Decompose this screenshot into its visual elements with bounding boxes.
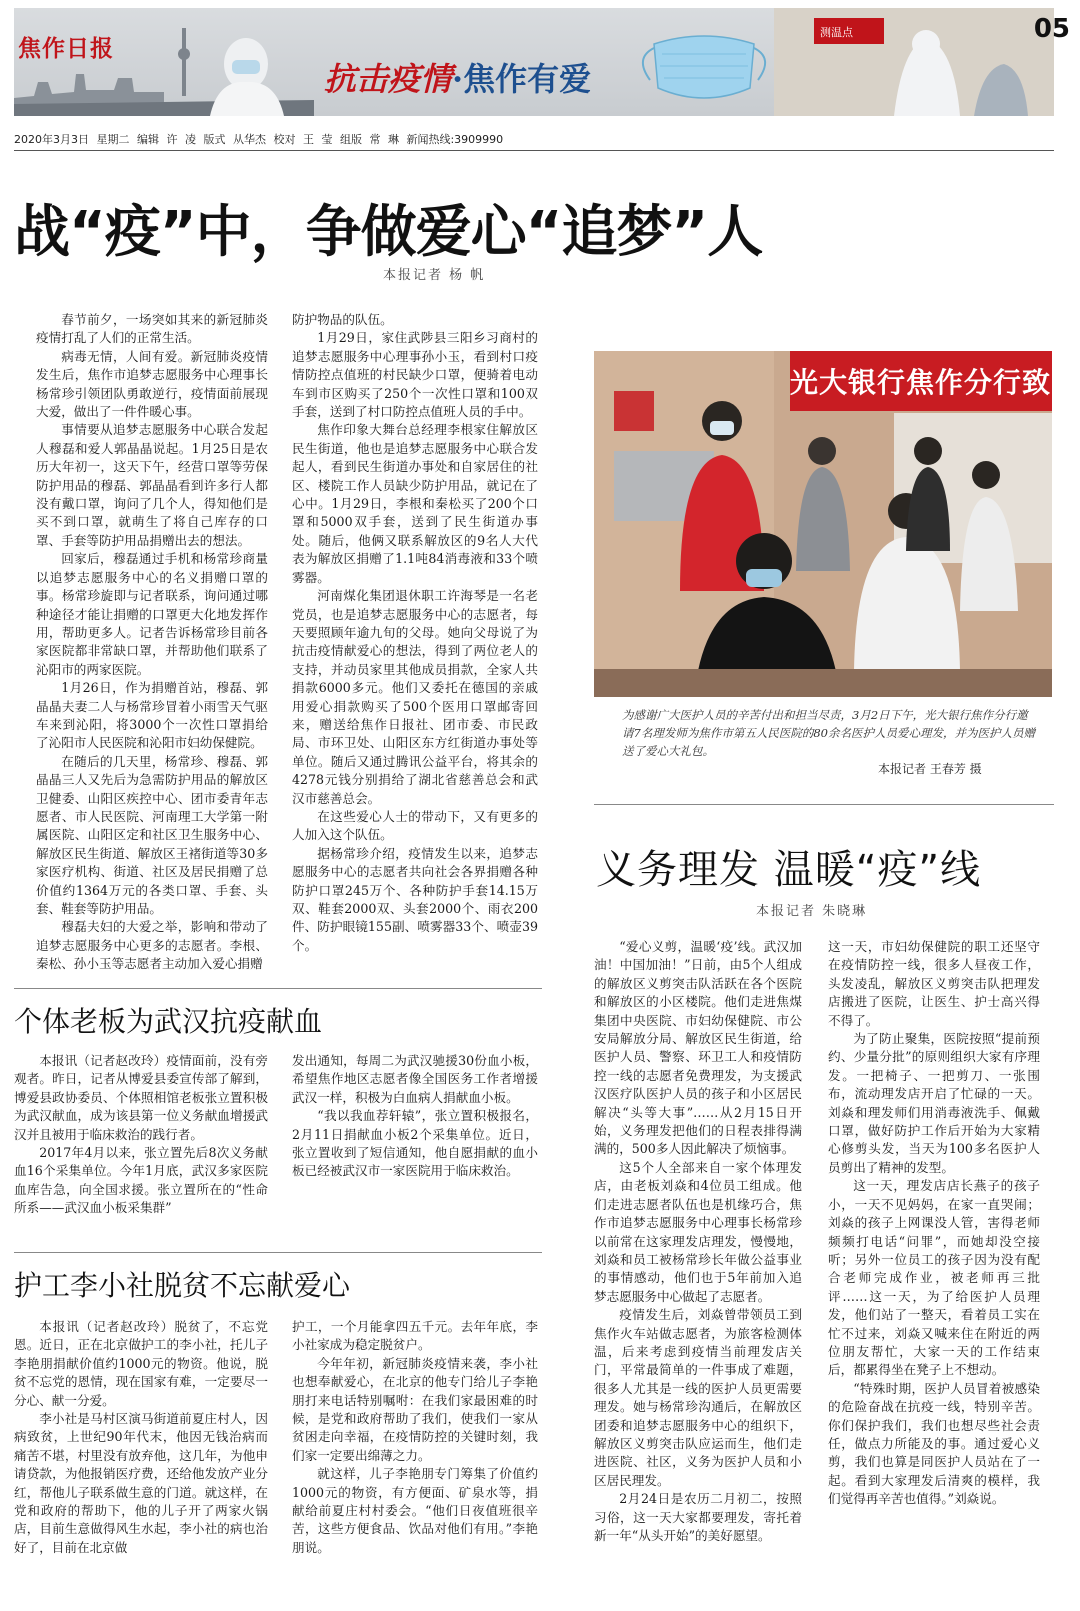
paragraph: 据杨常珍介绍，疫情发生以来，追梦志愿服务中心的志愿者共向社会各界捐赠各种防护口罩245万个、各种防护手套14.15万双、鞋套2000双、头套2000个、雨衣200件、防护眼镜155副、喷雾器33个、喷壶39个。 (292, 845, 538, 953)
paragraph: 回家后，穆磊通过手机和杨常珍商量以追梦志愿服务中心的名义捐赠口罩的事。杨常珍旋即与记者联系，询问通过哪种途径才能让捐赠的口罩更大化地发挥作用，帮助更多人。记者告诉杨常珍目前各家医院都非常缺口罩，并帮助他们联系了沁阳市的两家医院。 (36, 551, 268, 677)
paragraph: 穆磊夫妇的大爱之举，影响和带动了追梦志愿服务中心更多的志愿者。李根、秦松、孙小玉等志愿者主动加入爱心捐赠 (36, 919, 268, 972)
paragraph: 防护物品的队伍。 (292, 312, 393, 327)
paragraph: 在这些爱心人士的带动下，又有更多的人加入这个队伍。 (292, 808, 538, 843)
article4-byline: 本报记者 朱晓琳 (756, 904, 868, 919)
photo-caption: 为感谢广大医护人员的辛苦付出和担当尽责，3月2日下午，光大银行焦作分行邀请7名理发师为焦作市第五人民医院的80余名医护人员爱心理发，并为医护人员赠送了爱心大礼包。 (622, 708, 1035, 758)
article3-column-1 (14, 1318, 268, 1605)
photo-artwork (594, 351, 1052, 697)
article2-column-1 (14, 1052, 268, 1242)
article3-headline: 护工李小社脱贫不忘献爱心 (14, 1269, 351, 1302)
paragraph: 在随后的几天里，杨常珍、穆磊、郭晶晶三人又先后为急需防护用品的解放区卫健委、山阳区疾控中心、团市委青年志愿者、市人民医院、河南理工大学第一附属医院、山阳区定和社区卫生服务中心、解放区民生街道、解放区王褚街道等30多家医疗机构、街道、社区及居民捐赠了总价值约1364万元的各类口罩、手套、头套、鞋套等防护用品。 (36, 753, 268, 916)
brand-text: 焦作日报 (18, 35, 114, 62)
paragraph: 2017年4月以来，张立置先后8次义务献血16个采集单位。今年1月底，武汉多家医院血库告急，向全国求援。张立置所在的“性命所系——武汉血小板采集群” (14, 1145, 268, 1216)
paragraph: 疫情发生后，刘焱曾带领员工到焦作火车站做志愿者，为旅客检测体温，后来考虑到疫情当前理发店关门，平常最简单的一件事成了难题，很多人尤其是一线的医护人员更需要理发。她与杨常珍沟通后，在解放区团委和追梦志愿服务中心的组织下，解放区义剪突击队应运而生，他们走进医院、社区，义务为医护人员和小区居民理发。 (594, 1307, 802, 1488)
paragraph: 焦作印象大舞台总经理李根家住解放区民生街道，他也是追梦志愿服务中心联合发起人，看到民生街道办事处和自家居住的社区、楼院工作人员缺少防护用品，就记在了心中。1月29日，李根和秦松买了200个口罩和5000双手套，送到了民生街道办事处。随后，他俩又联系解放区的9名人大代表为解放区捐赠了1.1吨84消毒液和33个喷雾器。 (292, 422, 538, 585)
edition-meta-line: 2020年3月3日 星期二 编辑 许 凌 版式 从华杰 校对 王 莹 组版 常 琳 新闻热线:3909990 (14, 133, 504, 146)
paragraph: 护工，一个月能拿四五千元。去年年底，李小社家成为稳定脱贫户。 (292, 1319, 538, 1353)
paragraph: 病毒无情，人间有爱。新冠肺炎疫情发生后，焦作市追梦志愿服务中心理事长杨常珍引领团队勇敢逆行，疫情面前展现大爱，做出了一件件暖心事。 (36, 348, 268, 420)
page-number: 05 (1033, 14, 1070, 44)
paragraph: 2月24日是农历二月初二，按照习俗，这一天大家都要理发，寄托着新一年“从头开始”的美好愿望。 (594, 1491, 802, 1543)
masthead-brand (18, 30, 114, 63)
slogan-primary: 抗击疫情 (324, 60, 453, 98)
news-photo (594, 351, 1052, 697)
paragraph: “特殊时期，医护人员冒着被感染的危险奋战在抗疫一线，特别辛苦。你们保护我们，我们也想尽些社会责任，做点力所能及的事。通过爱心义剪，我们也算是同医护人员站在了一起。看到大家理发后清爽的模样，我们觉得再辛苦也值得。”刘焱说。 (828, 1380, 1040, 1507)
paragraph: “我以我血荐轩辕”，张立置积极报名，2月11日捐献血小板2个采集单位。近日，张立置收到了短信通知，他自愿捐献的血小板已经被武汉市一家医院用于临床救治。 (292, 1108, 538, 1179)
paragraph: 这一天，市妇幼保健院的职工还坚守在疫情防控一线，很多人昼夜工作，头发凌乱，解放区义剪突击队把理发店搬进了医院，让医生、护士高兴得不得了。 (828, 939, 1040, 1028)
svg-text:测温点: 测温点 (820, 26, 853, 39)
article4-column-2 (828, 938, 1040, 1605)
section-divider (14, 1252, 542, 1253)
paragraph: 1月29日，家住武陟县三阳乡习商村的追梦志愿服务中心理事孙小玉，看到村口疫情防控点值班的村民缺少口罩，便骑着电动车到市区购买了250个一次性口罩和100双手套，送到了村口防控点值班人员的手中。 (292, 330, 538, 420)
paragraph: 这5个人全部来自一家个体理发店，由老板刘焱和4位员工组成。他们走进志愿者队伍也是机缘巧合，焦作市追梦志愿服务中心理事长杨常珍以前常在这家理发店理发，慢慢地，刘焱和员工被杨常珍长年做公益事业的事情感动，他们也于5年前加入追梦志愿服务中心做起了志愿者。 (594, 1159, 802, 1304)
paragraph: 就这样，儿子李艳朋专门筹集了价值约1000元的物资，有方便面、矿泉水等，捐献给前夏庄村村委会。“他们日夜值班很辛苦，这些方便食品、饮品对他们有用。”李艳朋说。 (292, 1466, 538, 1555)
paragraph: 为了防止聚集，医院按照“提前预约、少量分批”的原则组织大家有序理发。一把椅子、一把剪刀、一张围布，流动理发店开启了忙碌的一天。刘焱和理发师们用消毒液洗手、佩戴口罩，做好防护工作后开始为大家精心修剪头发，当天为100多名医护人员剪出了精神的发型。 (828, 1031, 1040, 1175)
paragraph: 1月26日，作为捐赠首站，穆磊、郭晶晶夫妻二人与杨常珍冒着小雨雪天气驱车来到沁阳，将3000个一次性口罩捐给了沁阳市人民医院和沁阳市妇幼保健院。 (36, 680, 268, 751)
paragraph: “爱心义剪，温暖‘疫’线。武汉加油！中国加油！”日前，由5个人组成的解放区义剪突击队活跃在各个医院和解放区的小区楼院。他们走进焦煤集团中央医院、市妇幼保健院、市公安局解放分局、解放区民生街道，给医护人员、警察、环卫工人和疫情防控一线的志愿者免费理发，为支援武汉医疗队医护人员的孩子和小区居民解决“头等大事”……从2月15日开始，义务理发把他们的日程表排得满满的，500多人因此解决了烦恼事。 (594, 939, 802, 1157)
article1-headline: 战“疫”中，争做爱心“追梦”人 (14, 200, 763, 265)
photo-banner-text: 光大银行焦作分行致 (790, 366, 1052, 399)
paragraph: 李小社是马村区演马街道前夏庄村人，因病致贫，上世纪90年代末，他因无钱治病而痛苦不堪，村里没有放弃他，这几年，为他申请贷款，为他报销医疗费，还给他发放产业分红，帮他儿子联系做生意的门道。就这样，在党和政府的帮助下，他的儿子开了两家火锅店，目前生意做得风生水起，李小社的病也治好了，目前在北京做 (14, 1411, 268, 1555)
article2-column-2 (292, 1052, 538, 1242)
paragraph: 发出通知，每周二为武汉驰援30份血小板，希望焦作地区志愿者像全国医务工作者增援武汉一样，积极为白血病人捐献血小板。 (292, 1053, 538, 1105)
paragraph: 河南煤化集团退休职工许海琴是一名老党员，也是追梦志愿服务中心的志愿者，每天要照顾年逾九旬的父母。她向父母说了为抗击疫情献爱心的想法，得到了两位老人的支持，并动员家里其他成员捐款，全家人共捐款6000多元。他们又委托在德国的亲戚用爱心捐款购买了500个医用口罩邮寄回来，赠送给焦作日报社、团市委、市民政局、市环卫处、山阳区东方红街道办事处等单位。随后又通过腾讯公益平台，将其余的4278元钱分别捐给了湖北省慈善总会和武汉市慈善总会。 (292, 588, 538, 806)
article4-column-1 (594, 938, 802, 1605)
section-divider (14, 988, 542, 989)
article1-column-1 (36, 311, 268, 972)
paragraph: 本报讯（记者赵改玲）疫情面前，没有旁观者。昨日，记者从博爱县委宣传部了解到，博爱县政协委员、个体照相馆老板张立置积极为武汉献血，成为该县第一位义务献血增援武汉并且被用于临床救治的践行者。 (14, 1053, 268, 1142)
masthead-slogan (324, 54, 591, 100)
slogan-secondary: ·焦作有爱 (452, 60, 592, 98)
article2-headline: 个体老板为武汉抗疫献血 (14, 1005, 323, 1038)
masthead-divider (14, 150, 1054, 151)
paragraph: 这一天，理发店店长燕子的孩子小，一天不见妈妈，在家一直哭闹；刘焱的孩子上网课没人管，害得老师频频打电话“问罪”，而她却没空接听；另外一位员工的孩子因为没有配合老师完成作业，被老师再三批评……这一天，为了给医护人员理发，他们站了一整天，看着员工实在忙不过来，刘焱又喊来住在附近的两位朋友帮忙，大家一天的工作结束后，都累得坐在凳子上不想动。 (828, 1178, 1040, 1378)
paragraph: 春节前夕，一场突如其来的新冠肺炎疫情打乱了人们的正常生活。 (36, 312, 268, 346)
article4-headline: 义务理发 温暖“疫”线 (596, 847, 982, 893)
article3-column-2 (292, 1318, 538, 1605)
paragraph: 今年年初，新冠肺炎疫情来袭，李小社也想奉献爱心，在北京的他专门给儿子李艳朋打来电话特别嘱咐：在我们家最困难的时候，是党和政府帮助了我们，使我们一家从贫困走向幸福，在疫情防控的关键时刻，我们家一定要出绵薄之力。 (292, 1355, 538, 1463)
masthead-banner (14, 8, 1054, 116)
article1-byline: 本报记者 杨 帆 (383, 268, 486, 283)
section-divider (594, 804, 1054, 805)
paragraph: 事情要从追梦志愿服务中心联合发起人穆磊和爱人郭晶晶说起。1月25日是农历大年初一，这天下午，经营口罩等劳保防护用品的穆磊、郭晶晶看到许多行人都没有戴口罩，询问了几个人，得知他们是买不到口罩，就萌生了将自己库存的口罩、手套等防护用品捐赠出去的想法。 (36, 422, 268, 548)
article1-column-2 (292, 311, 538, 961)
photo-credit: 本报记者 王春芳 摄 (878, 762, 982, 776)
paragraph: 本报讯（记者赵改玲）脱贫了，不忘党恩。近日，正在北京做护工的李小社，托儿子李艳朋捐献价值约1000元的物资。他说，脱贫不忘党的恩情，现在国家有难，一定要尽一分心、献一分爱。 (14, 1319, 268, 1408)
